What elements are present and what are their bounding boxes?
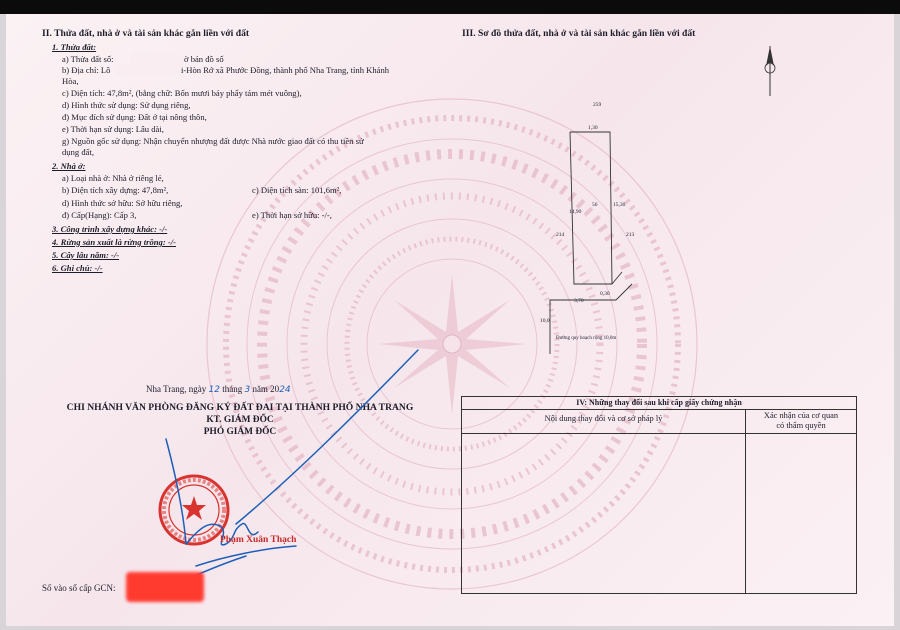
section3-heading: III. Sơ đồ thửa đất, nhà ở và tài sản khác gắn liền với đất [462,28,696,39]
header-divider [462,433,856,434]
dim-left-neighbor: 214 [556,232,565,238]
col-change-content: Nội dung thay đổi và cơ sở pháp lý [544,414,663,423]
house-d: d) Hình thức sở hữu: Sở hữu riêng, [62,198,183,208]
item3: 3. Công trình xây dựng khác: -/- [52,224,168,234]
house-b: b) Diện tích xây dựng: 47,8m², [62,185,169,195]
redaction-mark [126,572,204,602]
house-c: c) Diện tích sàn: 101,6m², [252,185,342,195]
item4: 4. Rừng sản xuất là rừng trồng: -/- [52,237,176,247]
certificate-page [6,14,894,626]
dim-road-width: 10,0 [540,318,550,324]
land-b-cont: Hòa, [62,76,79,86]
house-e: e) Thời hạn sở hữu: -/-, [252,210,332,220]
land-d: d) Hình thức sử dụng: Sử dụng riêng, [62,100,191,110]
land-dd: đ) Mục đích sử dụng: Đất ở tại nông thôn, [62,112,207,122]
top-black-bar [0,0,900,14]
section2-heading: II. Thửa đất, nhà ở và tài sản khác gắn liền với đất [42,28,250,39]
dim-bottom: 3,70 [574,298,584,304]
north-arrow-icon [758,44,782,98]
dim-right: 15,30 [613,202,626,208]
dim-left: 14,90 [569,209,582,215]
handwritten-signature [126,344,436,604]
land-g-cont: dụng đất, [62,147,94,157]
house-dd: đ) Cấp(Hạng): Cấp 3, [62,210,137,220]
dim-right-neighbor: 213 [626,232,635,238]
col-confirmation: Xác nhận của cơ quan có thẩm quyền [763,411,839,430]
redaction-patch [116,64,180,75]
land-a-tail: ờ bản đồ số [184,54,224,64]
changes-table [461,396,857,594]
house-a: a) Loại nhà ở: Nhà ở riêng lẻ, [62,173,164,183]
issuing-office: CHI NHÁNH VĂN PHÒNG ĐĂNG KÝ ĐẤT ĐAI TẠI THÀNH PHỐ NHA TRANG [66,402,414,413]
road-label: Đường quy hoạch rộng 10,0m [556,336,617,341]
land-c: c) Diện tích: 47,8m², (bằng chữ: Bốn mươi bảy phẩy tám mét vuông), [62,88,302,98]
house-label: 2. Nhà ở: [52,161,86,171]
dim-top-parcel: 259 [593,102,602,108]
land-label: 1. Thửa đất: [52,42,97,52]
item5: 5. Cây lâu năm: -/- [52,250,120,260]
gcn-label: Số vào sổ cấp GCN: [42,583,116,593]
dim-bottom-diag: 0,30 [600,291,610,297]
section4-heading: IV: Những thay đổi sau khi cấp giấy chứng nhận [462,397,856,410]
plot-number: 56 [592,202,598,208]
item6: 6. Ghi chú: -/- [52,263,103,273]
kt-director: KT. GIÁM ĐỐC [206,415,274,425]
land-g: g) Nguồn gốc sử dụng: Nhận chuyển nhượng đất được Nhà nước giao đất có thu tiền sử [62,136,364,146]
plot-diagram [536,94,666,354]
land-e: e) Thời hạn sử dụng: Lâu dài, [62,124,164,134]
land-b: b) Địa chỉ: Lô [62,65,111,75]
deputy-director: PHÓ GIÁM ĐỐC [203,427,277,437]
dim-top: 1,30 [588,125,598,131]
column-divider [745,410,746,593]
land-b-tail: i-Hòn Rớ xã Phước Đồng, thành phố Nha Trang, tỉnh Khánh [181,65,390,75]
sign-date: Nha Trang, ngày 12 tháng 3 năm 2024 [146,384,291,395]
land-a: a) Thửa đất số: [62,54,114,64]
signer-name: Phạm Xuân Thạch [220,535,297,545]
redaction-patch [131,53,183,64]
